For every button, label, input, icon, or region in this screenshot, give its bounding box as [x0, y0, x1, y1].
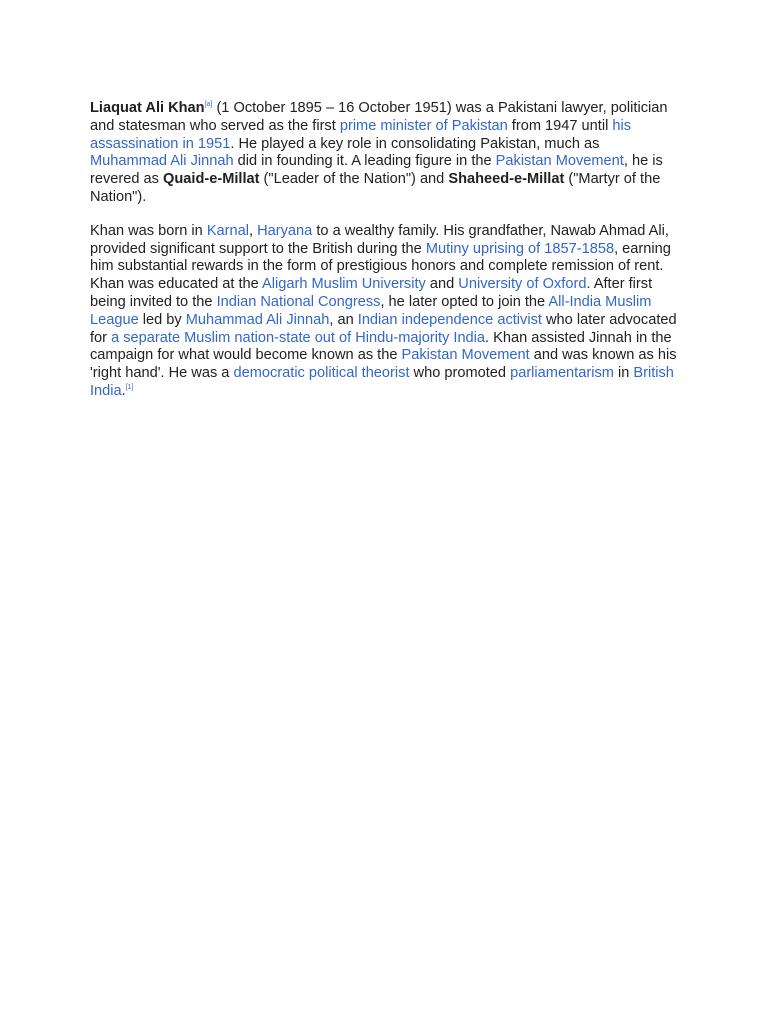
text-span: from 1947 until: [507, 117, 613, 134]
link-pakistan-movement[interactable]: Pakistan Movement: [401, 347, 530, 364]
text-span: who later advocated for: [90, 311, 677, 346]
link-prime-minister[interactable]: prime minister of Pakistan: [339, 117, 508, 134]
article-body: [90, 100, 680, 417]
link-jinnah[interactable]: Muhammad Ali Jinnah: [90, 153, 234, 170]
text-span: (1 October 1895 – 16 October 1951) was a Pakistani lawyer, politician and statesman who served as the first: [90, 100, 668, 134]
link-pakistan-movement[interactable]: Pakistan Movement: [495, 153, 624, 170]
text-span: Khan was born in: [90, 222, 207, 239]
text-span: led by: [138, 311, 186, 328]
link-british-india[interactable]: British India: [90, 365, 674, 399]
link-political-theorist[interactable]: democratic political theorist: [233, 365, 410, 382]
link-assassination[interactable]: his assassination in 1951: [90, 117, 632, 152]
text-span: who promoted: [409, 365, 511, 382]
text-span: ("Leader of the Nation") and: [259, 171, 449, 188]
link-oxford[interactable]: University of Oxford: [458, 276, 587, 293]
link-independence-activist[interactable]: Indian independence activist: [357, 311, 542, 328]
link-haryana[interactable]: Haryana: [257, 222, 313, 239]
text-span: , earning him substantial rewards in the form of prestigious honors and complete remission of rent. Khan was educated at the: [90, 240, 671, 293]
title-quaid-e-millat: Quaid-e-Millat: [163, 171, 260, 188]
text-span: ("Martyr of the Nation").: [90, 171, 661, 205]
article-subject: Liaquat Ali Khan: [90, 100, 205, 116]
link-muslim-nation-state[interactable]: a separate Muslim nation-state out of Hindu-majority India: [111, 329, 486, 346]
early-life-paragraph: [90, 223, 680, 401]
text-span: , he later opted to join the: [380, 293, 549, 310]
link-karnal[interactable]: Karnal: [206, 222, 250, 239]
text-span: . After first being invited to the: [90, 276, 653, 310]
text-span: did in founding it. A leading figure in the: [233, 153, 496, 170]
link-mutiny[interactable]: Mutiny uprising of 1857-1858: [425, 240, 615, 257]
text-span: , he is revered as: [90, 153, 663, 188]
link-indian-national-congress[interactable]: Indian National Congress: [216, 293, 381, 310]
text-span: and: [425, 276, 459, 293]
text-span: , an: [329, 311, 358, 328]
text-span: to a wealthy family. His grandfather, Nawab Ahmad Ali, provided significant support to the British during the: [90, 222, 669, 257]
intro-paragraph: [90, 100, 680, 207]
footnote-1: [126, 384, 134, 391]
text-span: .: [121, 382, 126, 399]
text-span: . He played a key role in consolidating Pakistan, much as: [230, 135, 600, 152]
text-span: in: [613, 365, 634, 382]
text-span: ,: [249, 222, 258, 239]
link-jinnah[interactable]: Muhammad Ali Jinnah: [185, 311, 330, 328]
link-parliamentarism[interactable]: parliamentarism: [510, 365, 614, 382]
title-shaheed-e-millat: Shaheed-e-Millat: [448, 171, 565, 188]
link-muslim-league[interactable]: All-India Muslim League: [90, 293, 652, 328]
link-aligarh[interactable]: Aligarh Muslim University: [262, 276, 426, 293]
footnote-1-link[interactable]: [1]: [125, 384, 134, 392]
text-span: and was known as his 'right hand'. He was a: [90, 347, 677, 382]
footnote-a-link[interactable]: [a]: [204, 101, 213, 109]
text-span: . Khan assisted Jinnah in the campaign for what would become known as the: [90, 329, 672, 364]
